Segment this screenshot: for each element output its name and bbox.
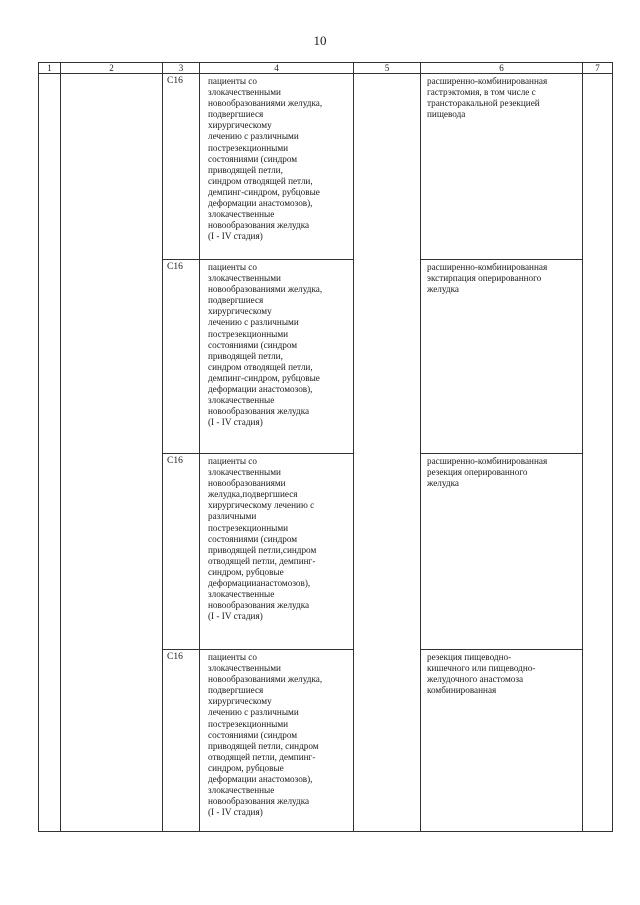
patient-model-text: пациенты со злокачественными новообразованиями желудка, подвергшиеся хирургическому лечению с различными пострезекционными состояниями (синдром приводящей петли, синдром отводящей петли, демпинг-синдром, рубцовые деформации анастомозов), злокачественные новообразования желудка (I - IV стадия) <box>208 76 323 242</box>
column-2-cell <box>61 74 163 832</box>
column-number: 2 <box>61 63 163 74</box>
diagnosis-code: С16 <box>163 454 200 650</box>
patient-model <box>200 260 354 454</box>
patient-model <box>200 454 354 650</box>
column-5-cell <box>354 74 421 832</box>
diagnosis-code: С16 <box>163 650 200 832</box>
column-1-cell <box>39 74 61 832</box>
treatment-method <box>421 260 583 454</box>
column-number: 4 <box>200 63 354 74</box>
treatment-method-text: расширенно-комбинированная резекция оперированного желудка <box>427 456 548 489</box>
column-number: 1 <box>39 63 61 74</box>
page-number: 10 <box>313 33 327 48</box>
table-row <box>39 74 613 260</box>
column-number: 3 <box>163 63 200 74</box>
patient-model <box>200 74 354 260</box>
patient-model-text: пациенты со злокачественными новообразованиями желудка, подвергшиеся хирургическому лечению с различными пострезекционными состояниями (синдром приводящей петли, синдром отводящей петли, демпинг-синдром, рубцовые деформации анастомозов), злокачественные новообразования желудка (I - IV стадия) <box>208 262 323 428</box>
diagnosis-code: С16 <box>163 74 200 260</box>
patient-model <box>200 650 354 832</box>
column-numbers-row <box>39 63 613 74</box>
column-number: 5 <box>354 63 421 74</box>
column-number: 7 <box>583 63 613 74</box>
treatment-method-text: резекция пищеводно- кишечного или пищеводно- желудочного анастомоза комбинированная <box>427 652 536 696</box>
diagnosis-code: С16 <box>163 260 200 454</box>
column-7-cell <box>583 74 613 832</box>
column-number: 6 <box>421 63 583 74</box>
patient-model-text: пациенты со злокачественными новообразованиями желудка,подвергшиеся хирургическому лечению с различными пострезекционными состояниями (синдром приводящей петли,синдром отводящей петли, демпинг- синдром, рубцовые деформациианастомозов), злокачественные новообразования желудка (I - IV стадия) <box>208 456 317 622</box>
patient-model-text: пациенты со злокачественными новообразованиями желудка, подвергшиеся хирургическому лечению с различными пострезекционными состояниями (синдром приводящей петли, синдром отводящей петли, демпинг- синдром, рубцовые деформации анастомозов), злокачественные новообразования желудка (I - IV стадия) <box>208 652 323 818</box>
treatment-method-text: расширенно-комбинированная экстирпация оперированного желудка <box>427 262 548 295</box>
treatment-method <box>421 650 583 832</box>
treatment-method <box>421 454 583 650</box>
treatment-method-text: расширенно-комбинированная гастрэктомия, в том числе с трансторакальной резекцией пищевода <box>427 76 548 120</box>
services-table <box>38 62 613 832</box>
treatment-method <box>421 74 583 260</box>
